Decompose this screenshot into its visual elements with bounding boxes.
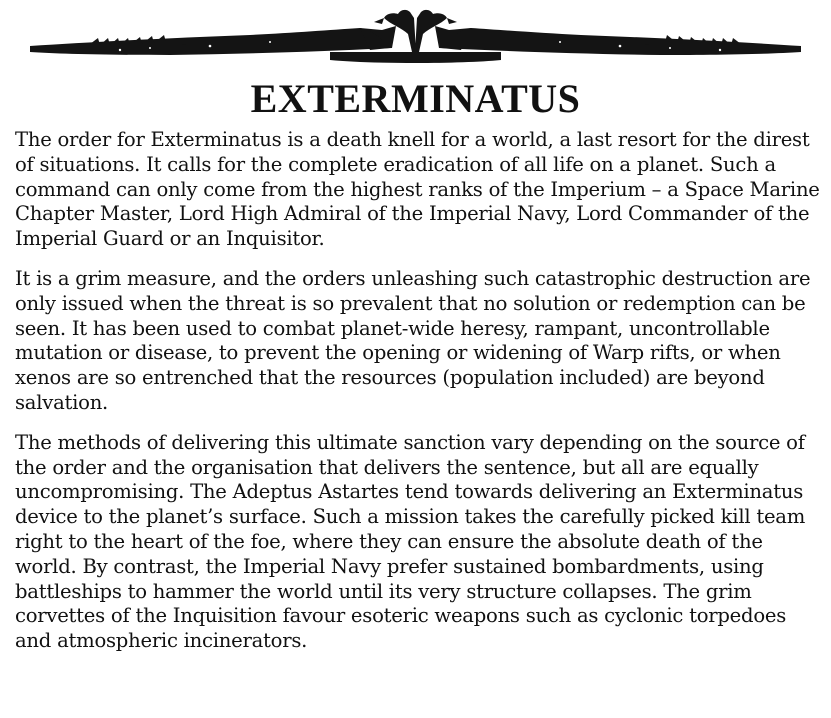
paragraph: The order for Exterminatus is a death knell for a world, a last resort for the direst of situations. It calls for the complete eradication of all life on a planet. Such a command can only come from the highest ranks of the Imperium – a Space Marine Chapter Master, Lord High Admiral of the Imperial Navy, Lord Commander of the Imperial Guard or an Inquisitor. — [15, 128, 820, 251]
paragraph: It is a grim measure, and the orders unleashing such catastrophic destruction are only issued when the threat is so prevalent that no solution or redemption can be seen. It has been used to combat planet-wide heresy, rampant, uncontrollable mutation or disease, to prevent the opening or widening of Warp rifts, or when xenos are so entrenched that the resources (population included) are beyond salvation. — [15, 266, 811, 414]
imperial-aquila-icon — [30, 8, 801, 70]
page-title: EXTERMINATUS — [250, 76, 581, 121]
paragraph: The methods of delivering this ultimate sanction vary depending on the source of the order and the organisation that delivers the sentence, but all are equally uncompromising. The Adeptus Astartes tend towards delivering an Exterminatus device to the planet’s surface. Such a mission takes the carefully picked kill team right to the heart of the foe, where they can ensure the absolute death of the world. By contrast, the Imperial Navy prefer sustained bombardments, using battleships to hammer the world until its very structure collapses. The grim corvettes of the Inquisition favour esoteric weapons such as cyclonic torpedoes and atmospheric incinerators. — [15, 430, 806, 653]
article-body — [15, 128, 827, 669]
